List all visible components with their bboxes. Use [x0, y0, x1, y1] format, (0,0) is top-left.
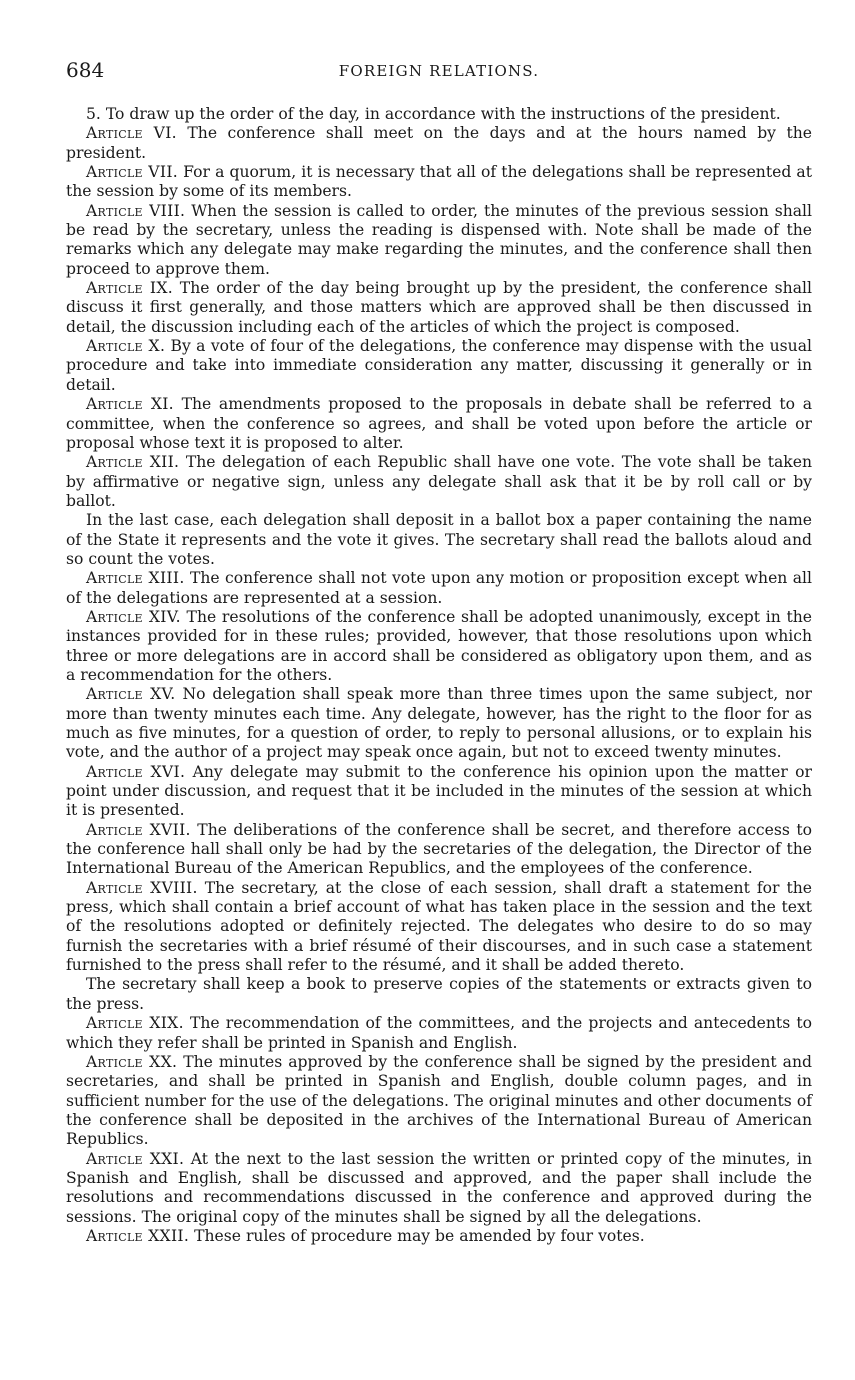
- paragraph-text: The secretary shall keep a book to preserve copies of the statements or extracts given to the press.: [66, 975, 812, 1013]
- article-xv: [66, 685, 812, 762]
- article-viii: [66, 202, 812, 279]
- article-label: Article XIII.: [86, 569, 185, 588]
- article-text: The resolutions of the conference shall be adopted unanimously, except in the instances provided for in these rules; provided, however, that those resolutions upon which three or more delegations are in accord shall be considered as obligatory upon them, and as a recommendation for the others.: [66, 607, 813, 684]
- article-vi: [66, 124, 812, 163]
- article-label: Article VII.: [86, 163, 179, 182]
- article-label: Article XV.: [86, 685, 176, 704]
- article-text: The recommendation of the committees, and the projects and antecedents to which they refer shall be printed in Spanish and English.: [66, 1014, 812, 1052]
- article-label: Article XII.: [86, 453, 180, 472]
- article-xiv: [66, 608, 812, 685]
- article-xx: [66, 1053, 812, 1150]
- article-label: Article XVI.: [86, 762, 186, 781]
- article-xvii: [66, 821, 812, 879]
- article-xii: [66, 453, 812, 511]
- body-text: [66, 105, 812, 1246]
- article-text: The secretary, at the close of each session, shall draft a statement for the press, which shall contain a brief account of what has taken place in the session and the text of the resolutions adopted or definitely rejected. The delegates who desire to do so may furnish the secretaries with a brief résumé of their discourses, and in such case a statement furnished to the press shall refer to the résumé, and it shall be added thereto.: [66, 878, 812, 975]
- article-label: Article XVIII.: [86, 878, 198, 897]
- article-label: Article XIV.: [86, 607, 181, 626]
- paragraph-text: 5. To draw up the order of the day, in accordance with the instructions of the president.: [86, 105, 781, 123]
- article-xviii: [66, 879, 812, 976]
- article-text: For a quorum, it is necessary that all of the delegations shall be represented at the session by some of its members.: [66, 163, 812, 201]
- article-text: The amendments proposed to the proposals in debate shall be referred to a committee, when the conference so agrees, and shall be voted upon before the article or proposal whose text it is proposed to alter.: [66, 395, 813, 452]
- article-text: The conference shall not vote upon any motion or proposition except when all of the delegations are represented at a session.: [66, 569, 812, 607]
- article-xix: [66, 1014, 812, 1053]
- article-text: By a vote of four of the delegations, the conference may dispense with the usual procedure and take into immediate consideration any matter, discussing it generally or in detail.: [66, 337, 812, 394]
- article-text: The deliberations of the conference shall be secret, and therefore access to the conference hall shall only be had by the secretaries of the delegation, the Director of the International Bureau of the American Republics, and the employees of the conference.: [66, 820, 812, 878]
- article-label: Article XIX.: [86, 1014, 184, 1033]
- article-text: Any delegate may submit to the conference his opinion upon the matter or point under discussion, and request that it be included in the minutes of the session at which it is presented.: [66, 762, 812, 820]
- article-x: [66, 337, 812, 395]
- article-label: Article IX.: [86, 279, 174, 298]
- article-text: The conference shall meet on the days and at the hours named by the president.: [66, 124, 812, 162]
- article-xiii: [66, 569, 812, 608]
- page-header: [66, 58, 812, 84]
- article-label: Article X.: [86, 337, 166, 356]
- page-number: 684: [66, 58, 105, 82]
- article-label: Article XXII.: [86, 1226, 190, 1245]
- article-xviii-book-paragraph: [66, 975, 812, 1014]
- article-xi: [66, 395, 812, 453]
- article-label: Article XVII.: [86, 820, 191, 839]
- article-vii: [66, 163, 812, 202]
- article-text: No delegation shall speak more than three times upon the same subject, nor more than twenty minutes each time. Any delegate, however, has the right to the floor for as much as five minutes, for a question of order, to reply to personal allusions, or to explain his vote, and the author of a project may speak once again, but not to exceed twenty minutes.: [66, 685, 812, 762]
- article-text: The delegation of each Republic shall have one vote. The vote shall be taken by affirmative or negative sign, unless any delegate shall ask that it be by roll call or by ballot.: [66, 453, 812, 510]
- article-text: These rules of procedure may be amended by four votes.: [189, 1226, 645, 1245]
- article-text: At the next to the last session the written or printed copy of the minutes, in Spanish and English, shall be discussed and approved, and the paper shall include the resolutions and recommendations discussed in the conference and approved during the sessions. The original copy of the minutes shall be signed by all the delegations.: [66, 1149, 812, 1226]
- article-text: The minutes approved by the conference shall be signed by the president and secretaries, and shall be printed in Spanish and English, double column pages, and in sufficient number for the use of the delegations. The original minutes and other documents of the conference shall be deposited in the archives of the International Bureau of American Republics.: [66, 1052, 812, 1149]
- article-xvi: [66, 763, 812, 821]
- article-xxi: [66, 1150, 812, 1227]
- article-label: Article XX.: [86, 1052, 178, 1071]
- article-xxii: [66, 1227, 812, 1246]
- paragraph-text: In the last case, each delegation shall deposit in a ballot box a paper containing the name of the State it represents and the vote it gives. The secretary shall read the ballots aloud and so count the votes.: [66, 511, 812, 568]
- article-text: The order of the day being brought up by the president, the conference shall discuss it first generally, and those matters which are approved shall be then discussed in detail, the discussion including each of the articles of which the project is composed.: [66, 279, 812, 336]
- article-label: Article VIII.: [86, 201, 186, 220]
- article-text: When the session is called to order, the minutes of the previous session shall be read by the secretary, unless the reading is dispensed with. Note shall be made of the remarks which any delegate may make regarding the minutes, and the conference shall then proceed to approve them.: [66, 201, 813, 278]
- article-label: Article VI.: [86, 124, 177, 143]
- article-label: Article XXI.: [86, 1149, 185, 1168]
- article-xii-ballot-paragraph: [66, 511, 812, 569]
- article-label: Article XI.: [86, 395, 174, 414]
- paragraph-item-5: [66, 105, 812, 124]
- running-head: FOREIGN RELATIONS.: [338, 62, 540, 80]
- article-ix: [66, 279, 812, 337]
